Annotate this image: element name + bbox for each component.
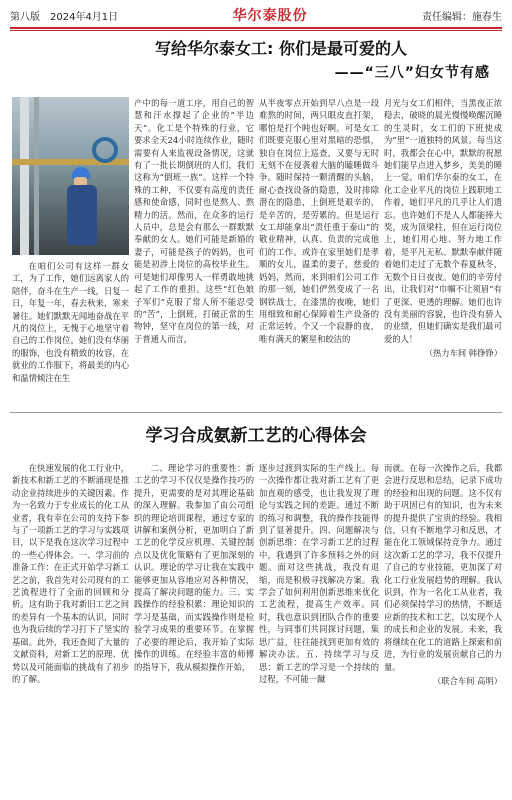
article1-subtitle: ——“三八”妇女节有感 — [334, 65, 490, 81]
page-number: 第八版 — [10, 11, 40, 23]
article2-column-3: 逐步过渡到实际的生产线上。每一次操作都让我对新工艺有了更加直观的感受，也让我发现了理论与实践之间的差距。通过不断的练习和调整，我的操作技能得到了显著提升。四、问题解决与创新思维：在学习新工艺的过程中，我遇到了许多预料之外的问题。面对这些挑战，我没有退缩，而是积极寻找解决方案。我学会了如何利用创新思维来优化工艺流程，提高生产效率。同时，我也意识到团队合作的重要性，与同事们共同探讨问题，集思广益，往往能找到更加有效的解决办法。五、持续学习与反思：新工艺的学习是一个持续的过程，不可能一蹴 — [259, 463, 379, 684]
article2-title: 学习合成氨新工艺的心得体会 — [145, 426, 367, 446]
article1-column-1: 在咱们公司有这样一群女工，为了工作，她们远离家人的陪伴，奋斗在生产一线，日复一日，年复一年，春去秋来，寒来暑往。她们默默无闻地奋战在平凡的岗位上，无愧于心地坚守着自己的工作岗位。她们没有华丽的服饰，也没有精致的妆容，在就业的工作服下，将最美的内心和温情倾注在生 — [12, 261, 129, 383]
masthead: 华尔泰股份 — [232, 8, 308, 24]
issue-date: 2024年4月1日 — [50, 11, 119, 23]
article1-column-3: 从半夜零点开始到早八点是一段难熬的时间，两只眼皮直打架，哪怕是打个盹也好啊。可是女工们既要克服心里对黑暗的恐惧，独自在岗位上巡查，又要与无时无刻不在侵袭着大脑的瞌睡做斗争。随时保持一颗清醒的头脑，耐心查找设备的隐患，及时排除潜在的隐患，上倒班是艰辛的，是辛苦的，是劳累的。但是运行女工却能拿出“责任重于泰山”的敬业精神，认真、负责的完成他们的工作。或许在家里她们是孝顺的女儿，温柔的妻子，慈爱的妈妈，然而，来到咱们公司工作的那一刻，她们俨然变成了一名钢铁战士，在漆黑的夜晚，她们用细致和耐心保障着生产设备的正常运转。个又一个寂静的夜，唯有满天的繁星和皎洁的 — [259, 98, 379, 344]
article2-signature: （联合车间 高明） — [432, 675, 502, 686]
article2-column-1: 在快速发展的化工行业中，新技术和新工艺的不断涌现是推动企业持续进步的关键因素。作为一名致力于专业成长的化工从业者，我有幸在公司的支持下参与了一项新工艺的学习与实践项目，以下是我在这次学习过程中的一些心得体会。一、学习前的准备工作：在正式开始学习新工艺之前，我首先对公司现有的工艺流程进行了全面的回顾和分析。这有助于我对新旧工艺之间的差异有一个基本的认识，同时也为我后续的学习打下了坚实的基础。此外，我还查阅了大量的文献资料，对新工艺的原理、优势以及可能面临的挑战有了初步的了解。 — [12, 463, 129, 684]
article1-signature: （热力车间 韩铮铮） — [424, 348, 502, 359]
worker-photo — [12, 97, 129, 255]
article2-column-4: 而就。在每一次操作之后，我都会进行反思和总结，记录下成功的经验和出现的问题。这不仅有助于巩固已有的知识，也为未来的提升提供了宝贵的经验。我相信，只有不断地学习和反思，才能在化工领域保持竞争力。通过这次新工艺的学习，我不仅提升了自己的专业技能，更加深了对化工行业发展趋势的理解。我认识到，作为一名化工从业者，我们必须保持学习的热情，不断适应新的技术和工艺，以实现个人的成长和企业的发展。未来，我将继续在化工的道路上探索和前进，为行业的发展贡献自己的力量。 （联合车间 高明） — [384, 463, 502, 686]
section-divider — [10, 412, 502, 413]
article1-column-2: 产中的每一道工序，用自己的智慧和汗水撑起了企业的“半边天”。化工是个特殊的行业，它要求全天24小时连续作业，随时需要有人来监视设备情况，这就有了一批长期倒班的人们，我们这称为“倒班一族”。这样一个特殊的工种，不仅要有高度的责任感和使命感，同时也是熬人、熬精力的活。然而，在众多的运行人员中，总是会有那么一群默默奉献的女人。她们可能是新婚的妻子，可能是孩子的妈妈，也可能是初涉上岗位的高校毕业生。可是她们却像男人一样勇敢地挑起了工作的重担。这些“红色娘子军们”克服了常人所不能忍受的“苦”，上倒班，打破正常的生物钟，坚守在岗位的第一线，对于普通人而言， — [134, 98, 254, 344]
article2-column-2: 二、理论学习的重要性：新工艺的学习不仅仅是操作技巧的提升，更需要的是对其理论基础的深入理解。我参加了由公司组织的理论培训课程，通过专家的讲解和案例分析，更加明白了新工艺的化学反应机理、关键控制点以及优化策略有了更加深刻的认识。理论的学习让我在实践中能够更加从容地应对各种情况，提高了解决问题的能力。三、实践操作的经验积累：理论知识的学习是基础，而实践操作则是检验学习成果的重要环节。在掌握了必要的理论后，我开始了实际操作的训练。在经验丰富的师傅的指导下，我从模拟操作开始， — [134, 463, 254, 672]
header-rule-thin — [10, 30, 502, 31]
editor-credit: 责任编辑：施春生 — [422, 11, 502, 23]
article1-column-4: 月光与女工们相伴，当黑夜正浓稳去，破晓的晨光慢慢唤醒沉睡的生灵时，女工们的下班使成为“里”一道独特的风景。每当这时，我都会在心中，默默的祝愿她们能早点进入梦乡，美美的睡上一觉。咱们华尔泰的女工，在化工企业平凡的岗位上践职地工作着，她们平凡的几乎让人们遗忘。也许她们不是人人都能捧大奖，成为顶梁柱，但在运行岗位上，她们用心地、努力地工作着，是平凡无私、默默奉献伴随着她们走过了无数个春夏秋冬，无数个日日夜夜。她们的辛劳付出，让我们对“巾帼不让须眉”有了更深、更透的理解。她们也许没有美丽的容貌，也许没有骄人的业绩，但她们确实是我们最可爱的人！ （热力车间 韩铮铮） — [384, 98, 502, 359]
article1-title: 写给华尔泰女工: 你们是最可爱的人 — [155, 39, 407, 58]
page-header — [10, 4, 502, 26]
header-rule — [10, 27, 502, 29]
